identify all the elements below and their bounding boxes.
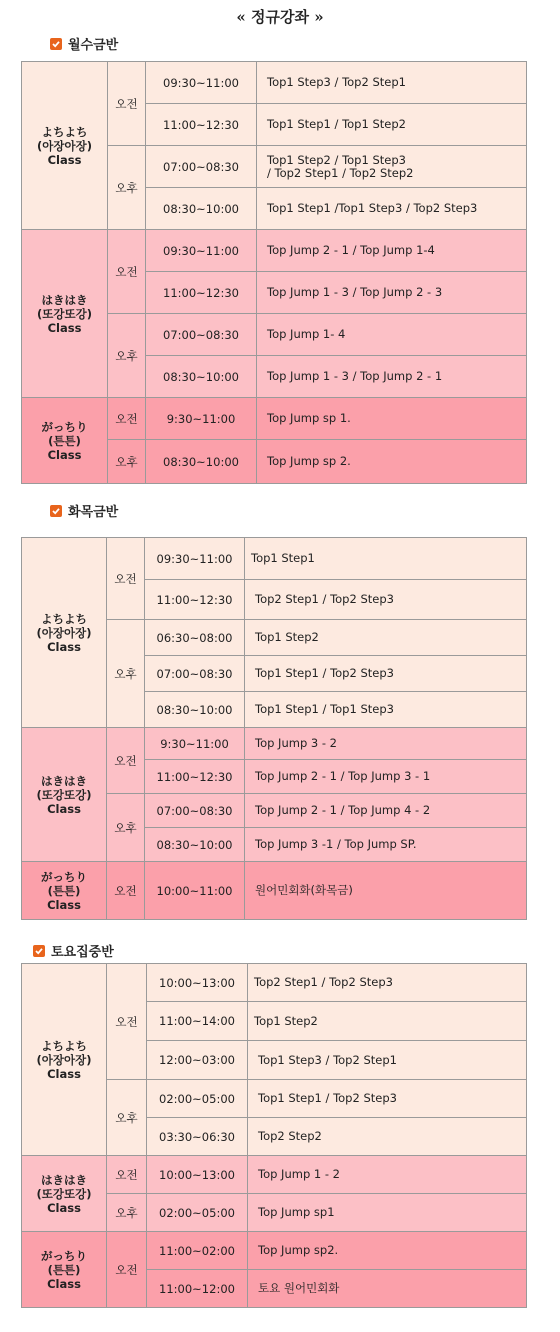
time-cell: 07:00~08:30 [145,656,245,692]
course-cell: Top Jump 2 - 1 / Top Jump 4 - 2 [245,794,527,828]
table-row [22,728,527,760]
checkbox-icon [33,945,45,957]
section-title: 화목금반 [68,505,119,520]
course-cell: Top1 Step1 / Top1 Step2 [257,104,527,146]
period-label: 오후 [107,794,145,862]
course-cell: Top1 Step2 / Top1 Step3 / Top2 Step1 / Top2 Step2 [257,146,527,188]
course-cell: 원어민회화(화목금) [245,862,527,920]
period-label: 오전 [108,62,146,146]
time-cell: 10:00~11:00 [145,862,245,920]
table-row [22,1232,527,1270]
class-group-name: よちよち (아장아장) Class [22,62,108,230]
time-cell: 9:30~11:00 [146,398,257,440]
course-cell: Top Jump 2 - 1 / Top Jump 1-4 [257,230,527,272]
class-group-name: よちよち (아장아장) Class [22,964,107,1156]
period-label: 오후 [107,1080,147,1156]
time-cell: 08:30~10:00 [145,828,245,862]
time-cell: 11:00~12:30 [146,104,257,146]
class-group-name: がっちり (튼튼) Class [22,398,108,484]
table-row [22,862,527,920]
course-cell: Top1 Step1 / Top2 Step3 [245,656,527,692]
time-cell: 9:30~11:00 [145,728,245,760]
time-cell: 11:00~12:30 [145,760,245,794]
course-cell: Top1 Step1 / Top1 Step3 [245,692,527,728]
table-row [22,62,527,104]
course-cell: Top Jump sp1 [248,1194,527,1232]
course-cell: Top Jump sp 2. [257,440,527,484]
course-cell: Top2 Step2 [248,1118,527,1156]
course-cell: Top Jump 3 - 2 [245,728,527,760]
period-label: 오전 [107,964,147,1080]
course-cell: Top2 Step1 / Top2 Step3 [248,964,527,1002]
time-cell: 09:30~11:00 [146,62,257,104]
class-group-name: がっちり (튼튼) Class [22,862,107,920]
checkbox-icon [50,505,62,517]
time-cell: 02:00~05:00 [147,1080,248,1118]
time-cell: 06:30~08:00 [145,620,245,656]
time-cell: 11:00~02:00 [147,1232,248,1270]
table-row [22,964,527,1002]
period-label: 오후 [108,314,146,398]
schedule-table [21,963,527,1308]
class-group-name: よちよち (아장아장) Class [22,538,107,728]
time-cell: 07:00~08:30 [146,314,257,356]
time-cell: 10:00~13:00 [147,1156,248,1194]
course-cell: Top Jump 1- 4 [257,314,527,356]
table-row [22,538,527,580]
period-label: 오후 [108,146,146,230]
table-row [22,230,527,272]
period-label: 오전 [107,862,145,920]
section-title: 월수금반 [68,38,119,53]
time-cell: 03:30~06:30 [147,1118,248,1156]
time-cell: 08:30~10:00 [146,356,257,398]
course-cell: Top1 Step2 [245,620,527,656]
course-cell: Top1 Step1 [245,538,527,580]
time-cell: 12:00~03:00 [147,1041,248,1080]
table-row [22,398,527,440]
period-label: 오후 [108,440,146,484]
schedule-table [21,61,527,484]
time-cell: 08:30~10:00 [145,692,245,728]
course-cell: Top1 Step1 /Top1 Step3 / Top2 Step3 [257,188,527,230]
period-label: 오전 [107,538,145,620]
time-cell: 08:30~10:00 [146,440,257,484]
class-group-name: がっちり (튼튼) Class [22,1232,107,1308]
section-heading [50,34,118,53]
period-label: 오후 [107,1194,147,1232]
period-label: 오전 [107,1156,147,1194]
time-cell: 09:30~11:00 [146,230,257,272]
course-cell: Top Jump 2 - 1 / Top Jump 3 - 1 [245,760,527,794]
table-row [22,1156,527,1194]
class-group-name: はきはき (또강또강) Class [22,230,108,398]
checkbox-icon [50,38,62,50]
time-cell: 09:30~11:00 [145,538,245,580]
course-cell: Top1 Step3 / Top2 Step1 [248,1041,527,1080]
course-cell: 토요 원어민회화 [248,1270,527,1308]
course-cell: Top Jump 1 - 3 / Top Jump 2 - 1 [257,356,527,398]
page-title: « 정규강좌 » [236,8,324,26]
time-cell: 02:00~05:00 [147,1194,248,1232]
course-cell: Top2 Step1 / Top2 Step3 [245,580,527,620]
section-heading [50,501,118,520]
time-cell: 11:00~14:00 [147,1002,248,1041]
time-cell: 08:30~10:00 [146,188,257,230]
period-label: 오후 [107,620,145,728]
course-cell: Top Jump sp2. [248,1232,527,1270]
course-cell: Top Jump 3 -1 / Top Jump SP. [245,828,527,862]
period-label: 오전 [107,1232,147,1308]
course-cell: Top1 Step3 / Top2 Step1 [257,62,527,104]
course-cell: Top Jump 1 - 3 / Top Jump 2 - 3 [257,272,527,314]
time-cell: 07:00~08:30 [145,794,245,828]
period-label: 오전 [108,230,146,314]
class-group-name: はきはき (또강또강) Class [22,728,107,862]
period-label: 오전 [107,728,145,794]
class-group-name: はきはき (또강또강) Class [22,1156,107,1232]
course-cell: Top1 Step1 / Top2 Step3 [248,1080,527,1118]
time-cell: 10:00~13:00 [147,964,248,1002]
schedule-table [21,537,527,920]
period-label: 오전 [108,398,146,440]
section-heading [33,941,114,960]
time-cell: 11:00~12:30 [146,272,257,314]
time-cell: 11:00~12:00 [147,1270,248,1308]
course-cell: Top Jump sp 1. [257,398,527,440]
time-cell: 07:00~08:30 [146,146,257,188]
course-cell: Top Jump 1 - 2 [248,1156,527,1194]
time-cell: 11:00~12:30 [145,580,245,620]
course-cell: Top1 Step2 [248,1002,527,1041]
section-title: 토요집중반 [51,945,114,960]
